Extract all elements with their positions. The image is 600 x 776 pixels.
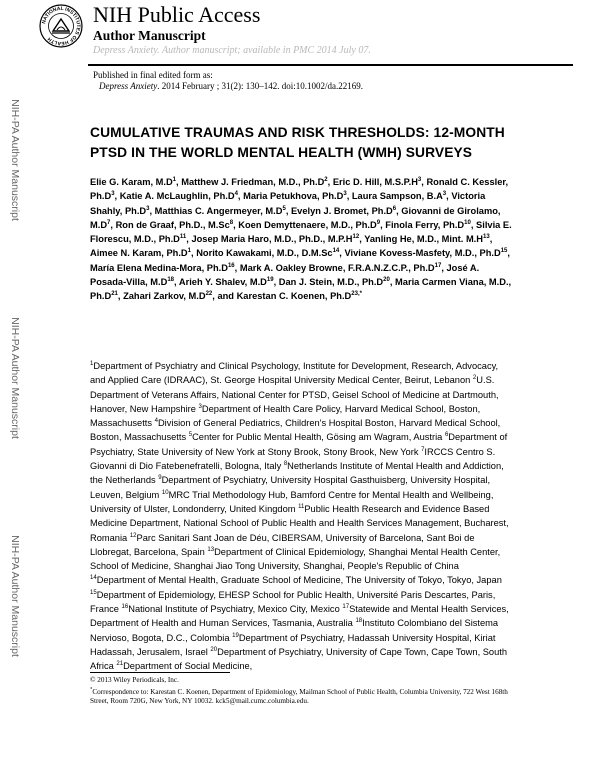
author-name: Evelyn J. Bromet, Ph.D [290, 205, 393, 216]
sidebar-label-middle: NIH-PA Author Manuscript [9, 317, 21, 439]
author-affiliation-marker: 13 [482, 234, 490, 241]
sidebar-label-top: NIH-PA Author Manuscript [9, 99, 21, 221]
author-name: Maria Petukhova, Ph.D [243, 191, 344, 202]
affiliation-text: IRCCS Centro S. Giovanni di Dio Fatebenefratelli, Bologna, Italy [90, 446, 496, 472]
author-name: Elie G. Karam, M.D [90, 177, 173, 187]
author-list: Elie G. Karam, $M.D^1$, Matthew J. Friedman, M.D., $Ph.D^2$, Eric D. Hill, $M.S.P.H^3$, Ronald C. Kessler, $Ph.D^3$, Katie A. McLaughlin, $Ph.D^4$, Maria Petukhova, $Ph.D^3$, Laura Sampson, $B.A^3$, Victoria Shahly, $Ph.D^3$, Matthias C. Angermeyer, $M.D^5$, Evelyn J. Bromet, $Ph.D^6$, Giovanni de Girolamo, $M.D^7$, Ron de Graaf, Ph.D., M.Sc$^8$, Koen Demyttenaere, M.D., $Ph.D^9$, Finola Ferry, $Ph.D^{10}$, Silvia E. Florescu, M.D., $Ph.D^{11}$, Josep Maria Haro, M.D., Ph.D., $M.P.H^{12}$, Yanling He, M.D., Mint. $M.H^{13}$, Aimee N. Karam, $Ph.D^1$, Norito Kawakami, M.D., D.M.Sc$^{14}$, Viviane Kovess-Masfety, M.D., $Ph.D^{15}$, María Elena Medina-Mora, $Ph.D^{16}$, Mark A. Oakley Browne, F.R.A.N.Z.C.P., $Ph.D^{17}$, José A. Posada-Villa, $M.D^{18}$, Arieh Y. Shalev, $M.D^{19}$, Dan J. Stein, M.D., $Ph.D^{20}$, Maria Carmen Viana, M.D., $Ph.D^{21}$, Zahari Zarkov, $M.D^{22}$, and Karestan C. Koenen, $Ph.D^{23,*}$ [90, 176, 512, 302]
nih-seal-logo [39, 4, 83, 48]
author-manuscript-label: Author Manuscript [93, 28, 206, 43]
author-affiliation-marker: 10 [464, 219, 471, 226]
author-affiliation-marker: 3 [343, 191, 347, 198]
published-label: Published in final edited form as: [93, 70, 213, 80]
author-affiliation-marker: 23,* [351, 291, 362, 298]
author-name: Victoria Shahly, Ph.D [90, 191, 486, 216]
affiliation-number: 15 [90, 589, 97, 596]
author-name: Silvia E. Florescu, M.D., Ph.D [90, 219, 512, 245]
affiliation-text: Department of Health Care Policy, Harvard Medical School, Boston, Massachusetts [90, 403, 481, 429]
affiliation-number: 19 [232, 632, 239, 639]
author-affiliation-marker: 22 [205, 291, 213, 298]
affiliation-number: 11 [298, 503, 305, 510]
affiliation-text: Department of Epidemiology, EHESP School for Public Health, Université Paris Descartes, Paris, France [90, 589, 496, 615]
affiliation-text: National Institute of Psychiatry, Mexico City, Mexico [128, 604, 340, 615]
author-affiliation-marker: 18 [167, 276, 175, 283]
affiliation-text: Department of Psychiatry and Clinical Psychology, Institute for Development, Research, Advocacy, and Applied Care (IDRAAC), St. George Hospital University Medical Center, Beirut, Lebanon [90, 361, 499, 386]
author-name: Finola Ferry, Ph.D [385, 219, 465, 230]
sidebar-label-bottom: NIH-PA Author Manuscript [9, 535, 21, 657]
nih-public-access-title: NIH Public Access [93, 2, 261, 27]
affiliation-text: Statewide and Mental Health Services, Department of Health and Human Services, Tasmania, Australia [90, 604, 509, 629]
affiliation-text: Department of Psychiatry, State University of New York at Stony Brook, Stony Brook, New York [90, 432, 508, 457]
affiliation-number: 12 [129, 532, 137, 539]
author-affiliation-marker: 3 [146, 205, 150, 212]
author-affiliation-marker: 20 [383, 276, 390, 283]
affiliation-text: U.S. Department of Veterans Affairs, National Center for PTSD, Geisel School of Medicine at Dartmouth, Hanover, New Hampshire [90, 375, 499, 414]
author-name: Zahari Zarkov, M.D [123, 291, 206, 302]
affiliation-number: 20 [210, 646, 218, 653]
affiliation-number: 6 [444, 432, 449, 439]
svg-text:NATIONAL INSTITUTES OF HEALTH: NATIONAL INSTITUTES OF HEALTH [41, 5, 82, 47]
author-name: Aimee N. Karam, Ph.D [90, 248, 188, 259]
author-affiliation-marker: 5 [282, 205, 286, 212]
author-name: Matthew J. Friedman, M.D., Ph.D [181, 177, 325, 187]
author-name: Matthias C. Angermeyer, M.D [154, 205, 283, 216]
author-affiliation-marker: 1 [172, 176, 177, 183]
author-name: Dan J. Stein, M.D., Ph.D [278, 277, 384, 288]
affiliation-text: Department of Social Medicine, [123, 661, 253, 672]
author-affiliation-marker: 12 [352, 234, 360, 241]
affiliation-number: 1 [90, 360, 94, 367]
author-affiliation-marker: 1 [187, 248, 192, 255]
footnote-divider [90, 672, 230, 673]
author-affiliation-marker: 9 [376, 219, 381, 226]
affiliation-text: Center for Public Mental Health, Gösing am Wagram, Austria [192, 432, 443, 443]
author-affiliation-marker: 17 [434, 262, 442, 269]
affiliation-text: Department of Clinical Epidemiology, Shanghai Mental Health Center, School of Medicine, Shanghai Jiao Tong University, Shanghai, People's Republic of China [90, 546, 501, 572]
author-affiliation-marker: 8 [229, 219, 234, 226]
affiliation-text: Parc Sanitari Sant Joan de Déu, CIBERSAM, University of Barcelona, Sant Boi de Llobregat, Barcelona, Spain [90, 532, 475, 557]
article-title: CUMULATIVE TRAUMAS AND RISK THRESHOLDS: 12-MONTH PTSD IN THE WORLD MENTAL HEALTH (WMH) SURVEYS [90, 125, 505, 160]
author-name: Koen Demyttenaere, M.D., Ph.D [238, 219, 377, 230]
affiliation-text: Department of Psychiatry, University of Cape Town, Cape Town, South Africa [90, 646, 508, 672]
author-name: Norito Kawakami, M.D., D.M.Sc [196, 248, 333, 259]
author-name: Arieh Y. Shalev, M.D [178, 277, 267, 288]
author-name: Viviane Kovess-Masfety, M.D., Ph.D [344, 248, 501, 259]
affiliation-number: 2 [472, 375, 477, 382]
author-affiliation-marker: 14 [332, 248, 340, 255]
author-affiliation-marker: 3 [442, 191, 447, 198]
author-name: Ronald C. Kessler, Ph.D [90, 177, 509, 202]
author-affiliation-marker: 4 [234, 191, 238, 198]
affiliation-text: Netherlands Institute of Mental Health and Addiction, the Netherlands [90, 461, 504, 486]
author-name: Giovanni de Girolamo, M.D [90, 205, 501, 230]
author-name: Yanling He, M.D., Mint. M.H [364, 234, 483, 245]
affiliation-number: 13 [207, 546, 215, 553]
affiliation-text: Department of Mental Health, Graduate School of Medicine, The University of Tokyo, Tokyo, Japan [96, 575, 502, 586]
author-name: Ron de Graaf, Ph.D., M.Sc [115, 219, 230, 230]
affiliation-number: 10 [161, 489, 169, 496]
author-affiliation-marker: 11 [179, 234, 187, 241]
affiliation-text: Instituto Colombiano del Sistema Nervioso, Bogota, D.C., Colombia [90, 618, 499, 643]
author-name: Katie A. McLaughlin, Ph.D [119, 191, 235, 202]
author-name: José A. Posada-Villa, M.D [90, 262, 480, 288]
affiliation-number: 8 [283, 460, 288, 467]
author-affiliation-marker: 21 [111, 291, 118, 298]
footnote-marker: * [90, 687, 93, 693]
author-name: Josep Maria Haro, M.D., Ph.D., M.P.H [191, 234, 353, 245]
affiliation-number: 18 [355, 618, 363, 625]
author-name: María Elena Medina-Mora, Ph.D [90, 262, 228, 273]
author-affiliation-marker: 19 [266, 276, 274, 283]
affiliation-number: 21 [116, 661, 124, 668]
citation [93, 81, 363, 92]
publication-info [93, 70, 363, 92]
author-affiliation-marker: 2 [324, 176, 328, 183]
author-affiliation-marker: 3 [111, 191, 115, 198]
author-name: Mark A. Oakley Browne, F.R.A.N.Z.C.P., Ph.D [239, 262, 435, 273]
author-affiliation-marker: 7 [107, 219, 111, 226]
correspondence-note [90, 688, 520, 707]
affiliation-text: Department of Psychiatry, Hadassah University Hospital, Kiriat Hadassah, Jerusalem, Israel [90, 632, 496, 657]
affiliation-number: 3 [198, 403, 202, 410]
affiliation-text: Public Health Research and Evidence Based Medicine Department, National School of Public Health and Health Services Management, Bucharest, Romania [90, 503, 509, 543]
author-affiliation-marker: 15 [500, 248, 508, 255]
affiliation-number: 9 [158, 475, 162, 482]
author-name: Eric D. Hill, M.S.P.H [332, 177, 418, 187]
journal-name: Depress Anxiety [99, 81, 158, 91]
affiliation-number: 7 [421, 446, 425, 453]
affiliation-number: 16 [121, 603, 129, 610]
affiliation-text: Division of General Pediatrics, Children's Hospital Boston, Harvard Medical School, Boston, Massachusetts [90, 418, 501, 443]
affiliation-text: Department of Psychiatry, University Hospital Gasthuisberg, University Hospital, Leuven, Belgium [90, 475, 491, 500]
correspondence-text: Correspondence to: Karestan C. Koenen, Department of Epidemiology, Mailman School of Public Health, Columbia University, 722 West 168th Street, Room 720G, New York, NY 10032. kck5@mail.cumc.columbia.edu. [90, 688, 508, 706]
citation-details: . 2014 February ; 31(2): 130–142. doi:10.1002/da.22169. [157, 81, 363, 91]
copyright-notice: © 2013 Wiley Periodicals, Inc. [90, 676, 179, 684]
author-name: Karestan C. Koenen, Ph.D [236, 291, 352, 302]
header-divider [88, 64, 573, 66]
author-affiliation-marker: 6 [392, 205, 397, 212]
author-name: Laura Sampson, B.A [351, 191, 443, 202]
affiliation-text: MRC Trial Methodology Hub, Bamford Centre for Mental Health and Wellbeing, University of Ulster, Londonderry, United Kingdom [90, 489, 494, 514]
affiliation-number: 5 [188, 432, 193, 439]
author-affiliation-marker: 16 [227, 262, 235, 269]
affiliations [90, 359, 516, 674]
author-affiliation-marker: 3 [417, 176, 422, 183]
affiliation-number: 14 [90, 575, 97, 582]
availability-note: Depress Anxiety. Author manuscript; available in PMC 2014 July 07. [93, 45, 371, 56]
affiliation-number: 17 [342, 603, 350, 610]
affiliation-number: 4 [154, 418, 158, 425]
author-name: Maria Carmen Viana, M.D., Ph.D [90, 277, 512, 302]
